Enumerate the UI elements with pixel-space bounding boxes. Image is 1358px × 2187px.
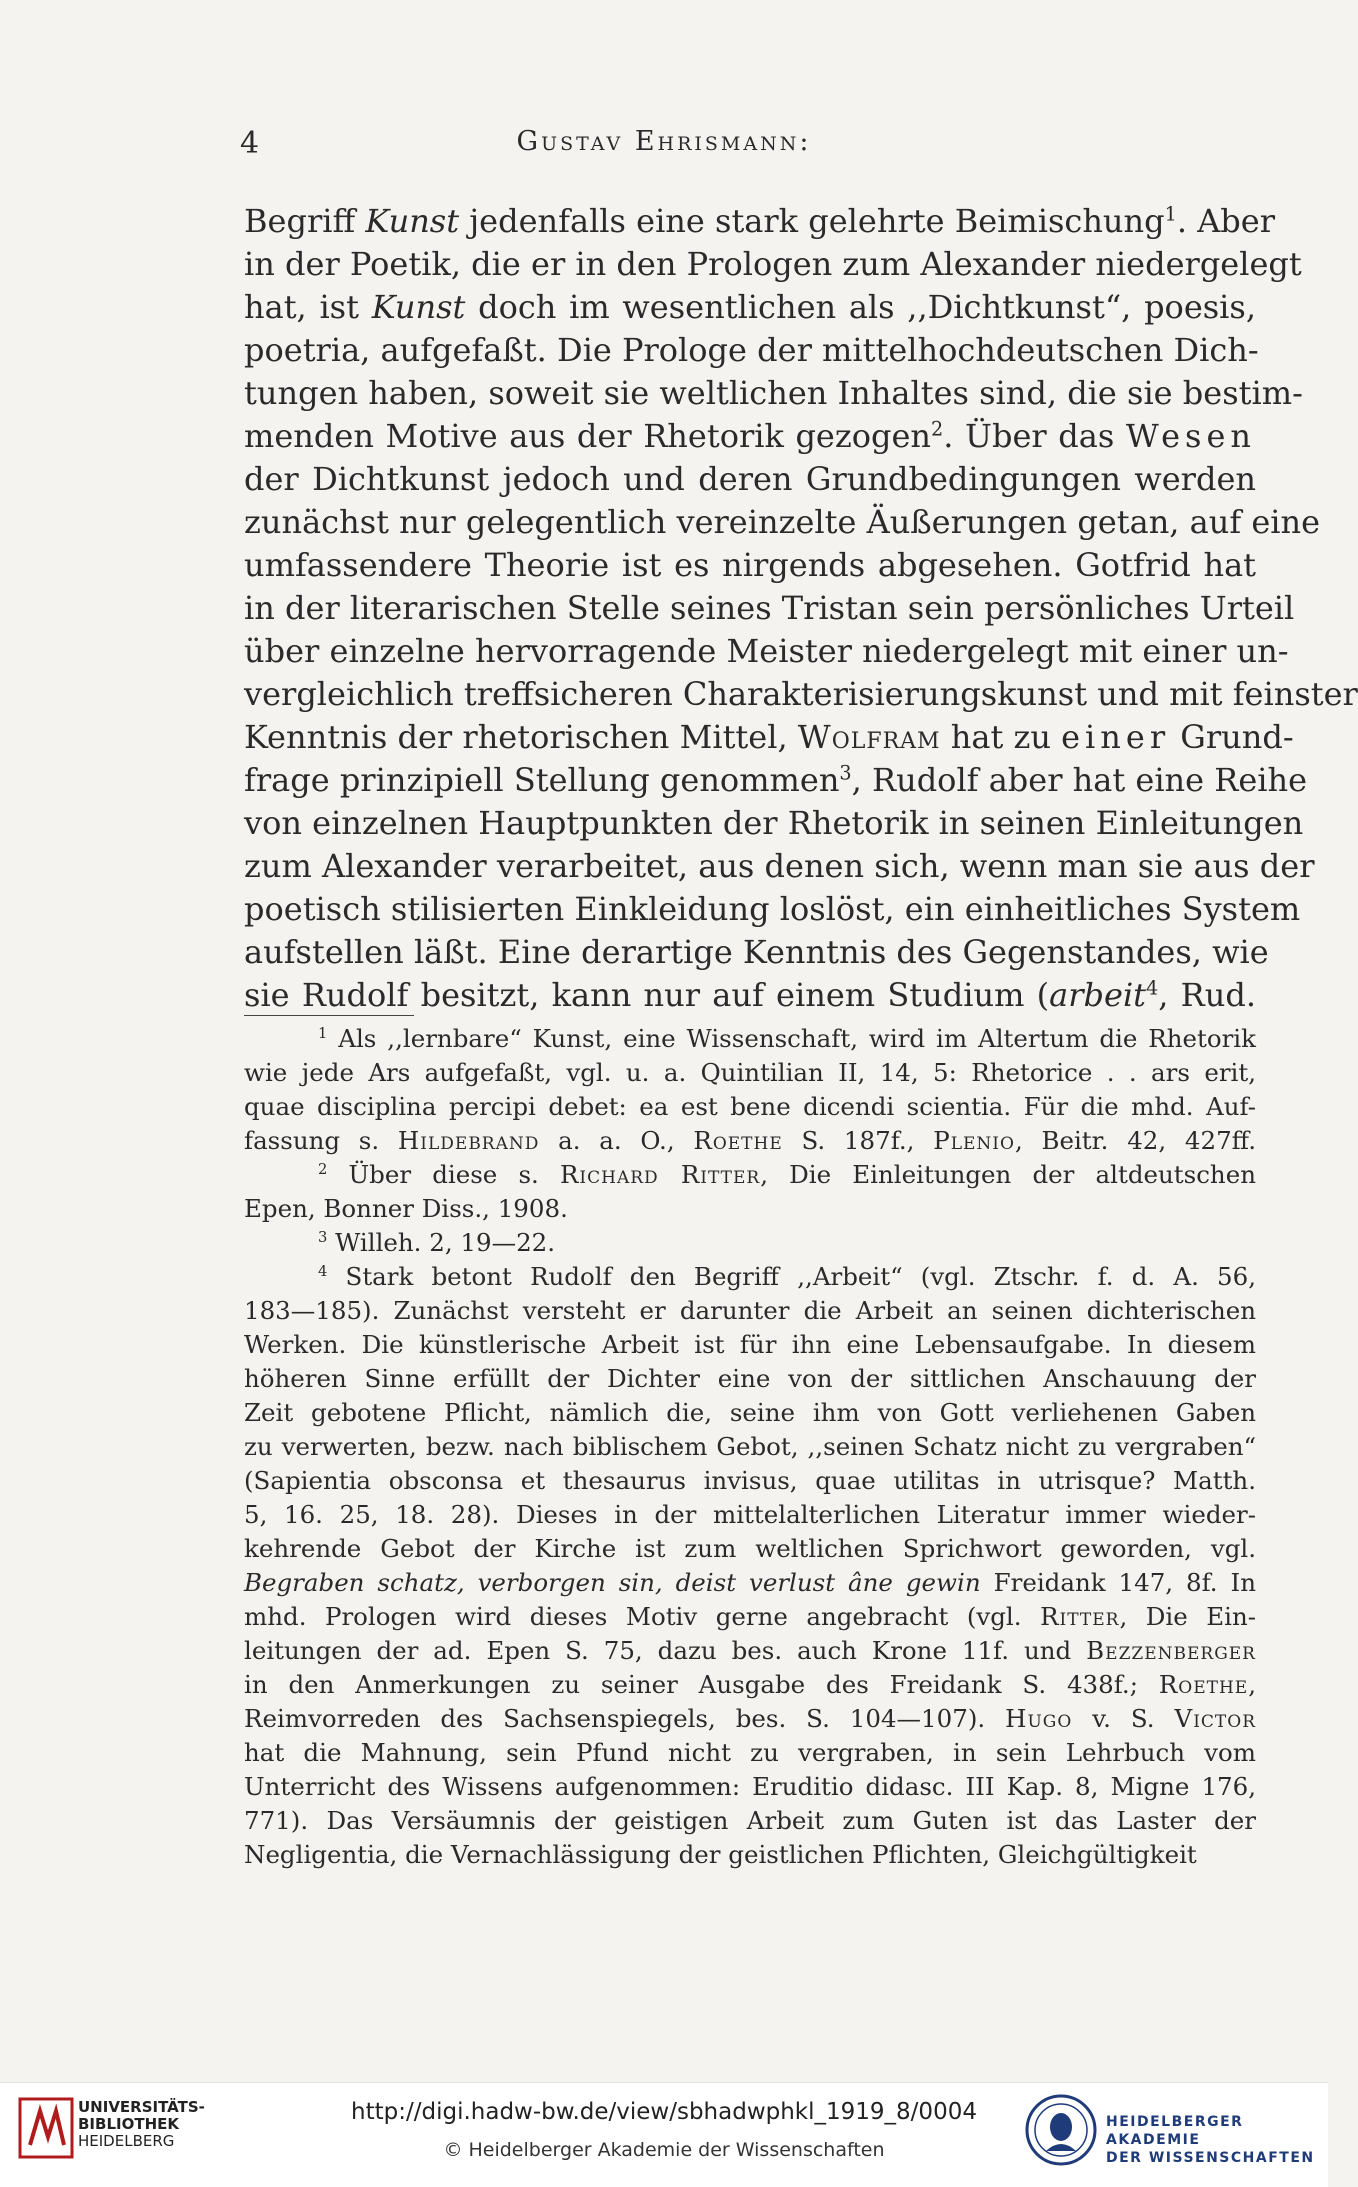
footnote-line: kehrende Gebot der Kirche ist zum weltlichen Sprichwort geworden, vgl. — [244, 1534, 1256, 1563]
body-line: Begriff Kunst jedenfalls eine stark gelehrte Beimischung$^1$. Aber — [244, 202, 1276, 240]
copyright-text: © Heidelberger Akademie der Wissenschaften — [443, 2139, 885, 2161]
body-line: vergleichlich treffsicheren Charakterisierungskunst und mit feinster — [244, 675, 1358, 713]
body-line: aufstellen läßt. Eine derartige Kenntnis des Gegenstandes, wie — [244, 933, 1269, 971]
body-line: sie Rudolf besitzt, kann nur auf einem Studium (arbeit$^4$, Rud. — [244, 976, 1257, 1014]
body-line: poetria, aufgefaßt. Die Prologe der mittelhochdeutschen Dich- — [244, 331, 1259, 369]
footnote-line: Epen, Bonner Diss., 1908. — [244, 1194, 568, 1223]
academy-name[interactable] — [1106, 2113, 1328, 2167]
footnote-line: Negligentia, die Vernachlässigung der geistlichen Pflichten, Gleichgültigkeit — [244, 1840, 1197, 1869]
footnote-line: $^2$ Über diese s. Richard Ritter, Die Einleitungen der altdeutschen — [318, 1160, 1256, 1189]
footnote-line: höheren Sinne erfüllt der Dichter eine von der sittlichen Anschauung der — [244, 1364, 1256, 1393]
footnote-line: mhd. Prologen wird dieses Motiv gerne angebracht (vgl. Ritter, Die Ein- — [244, 1602, 1256, 1631]
footnote-line: zu verwerten, bezw. nach biblischem Gebot, ,,seinen Schatz nicht zu vergraben“ — [244, 1432, 1256, 1461]
body-line: tungen haben, soweit sie weltlichen Inhaltes sind, die sie bestim- — [244, 374, 1303, 412]
footnote-line: $^4$ Stark betont Rudolf den Begriff ,,Arbeit“ (vgl. Ztschr. f. d. A. 56, — [318, 1262, 1256, 1291]
body-line: frage prinzipiell Stellung genommen$^3$, Rudolf aber hat eine Reihe — [244, 761, 1308, 799]
library-name-line2: BIBLIOTHEK — [78, 2115, 179, 2133]
footnote-line: Unterricht des Wissens aufgenommen: Eruditio didasc. III Kap. 8, Migne 176, — [244, 1772, 1256, 1801]
footnote-line: Zeit gebotene Pflicht, nämlich die, seine ihm von Gott verliehenen Gaben — [244, 1398, 1256, 1427]
footnote-rule — [244, 1015, 414, 1016]
library-name-line1: UNIVERSITÄTS- — [78, 2098, 205, 2116]
footnote-line: 771). Das Versäumnis der geistigen Arbeit zum Guten ist das Laster der — [244, 1806, 1256, 1835]
page-url-link[interactable]: http://digi.hadw-bw.de/view/sbhadwphkl_1919_8/0004 — [351, 2099, 977, 2125]
body-line: zum Alexander verarbeitet, aus denen sich, wenn man sie aus der — [244, 847, 1315, 885]
footnote-line: $^3$ Willeh. 2, 19—22. — [318, 1228, 556, 1257]
academy-name-line1: HEIDELBERGER AKADEMIE — [1106, 2114, 1244, 2148]
footnote-line: fassung s. Hildebrand a. a. O., Roethe S. 187f., Plenio, Beitr. 42, 427ff. — [244, 1126, 1256, 1155]
footnote-line: (Sapientia obsconsa et thesaurus invisus, quae utilitas in utrisque? Matth. — [244, 1466, 1256, 1495]
footnote-line: Begraben schatz, verborgen sin, deist verlust âne gewin Freidank 147, 8f. In — [244, 1568, 1256, 1597]
footnote-line: 183—185). Zunächst versteht er darunter die Arbeit an seinen dichterischen — [244, 1296, 1256, 1325]
body-text — [244, 200, 1358, 1017]
page-number: 4 — [240, 126, 260, 161]
footnote-line: Werken. Die künstlerische Arbeit ist für ihn eine Lebensaufgabe. In diesem — [244, 1330, 1256, 1359]
body-line: Kenntnis der rhetorischen Mittel, Wolfram hat zu einer Grund- — [244, 718, 1294, 756]
viewer-footer — [0, 2082, 1328, 2187]
body-line: zunächst nur gelegentlich vereinzelte Äußerungen getan, auf eine — [244, 503, 1321, 541]
body-line: poetisch stilisierten Einkleidung loslöst, ein einheitliches System — [244, 890, 1301, 928]
footnote-line: in den Anmerkungen zu seiner Ausgabe des Freidank S. 438f.; Roethe, — [244, 1670, 1256, 1699]
running-head: Gustav Ehrismann: — [516, 126, 812, 157]
footnote-line: quae disciplina percipi debet: ea est bene dicendi scientia. Für die mhd. Auf- — [244, 1092, 1256, 1121]
footnotes — [244, 1022, 1256, 1872]
body-line: von einzelnen Hauptpunkten der Rhetorik in seinen Einleitungen — [244, 804, 1304, 842]
body-line: in der literarischen Stelle seines Tristan sein persönliches Urteil — [244, 589, 1295, 627]
footnote-line: leitungen der ad. Epen S. 75, dazu bes. auch Krone 11f. und Bezzenberger — [244, 1636, 1256, 1665]
academy-seal-icon[interactable] — [1024, 2093, 1098, 2167]
footnote-line: $^1$ Als ,,lernbare“ Kunst, eine Wissenschaft, wird im Altertum die Rhetorik — [318, 1024, 1256, 1053]
footnote-line: wie jede Ars aufgefaßt, vgl. u. a. Quintilian II, 14, 5: Rhetorice . . ars erit, — [244, 1058, 1256, 1087]
academy-name-line2: DER WISSENSCHAFTEN — [1106, 2150, 1315, 2166]
footnote-line: hat die Mahnung, sein Pfund nicht zu vergraben, in sein Lehrbuch vom — [244, 1738, 1256, 1767]
body-line: über einzelne hervorragende Meister niedergelegt mit einer un- — [244, 632, 1289, 670]
body-line: hat, ist Kunst doch im wesentlichen als ,,Dichtkunst“, poesis, — [244, 288, 1257, 326]
library-name-line3: HEIDELBERG — [78, 2132, 175, 2150]
footnote-line: 5, 16. 25, 18. 28). Dieses in der mittelalterlichen Literatur immer wieder- — [244, 1500, 1256, 1529]
body-line: in der Poetik, die er in den Prologen zum Alexander niedergelegt — [244, 245, 1302, 283]
body-line: menden Motive aus der Rhetorik gezogen$^2$. Über das Wesen — [244, 417, 1257, 455]
body-line: der Dichtkunst jedoch und deren Grundbedingungen werden — [244, 460, 1256, 498]
footnote-line: Reimvorreden des Sachsenspiegels, bes. S. 104—107). Hugo v. S. Victor — [244, 1704, 1256, 1733]
body-line: umfassendere Theorie ist es nirgends abgesehen. Gotfrid hat — [244, 546, 1256, 584]
